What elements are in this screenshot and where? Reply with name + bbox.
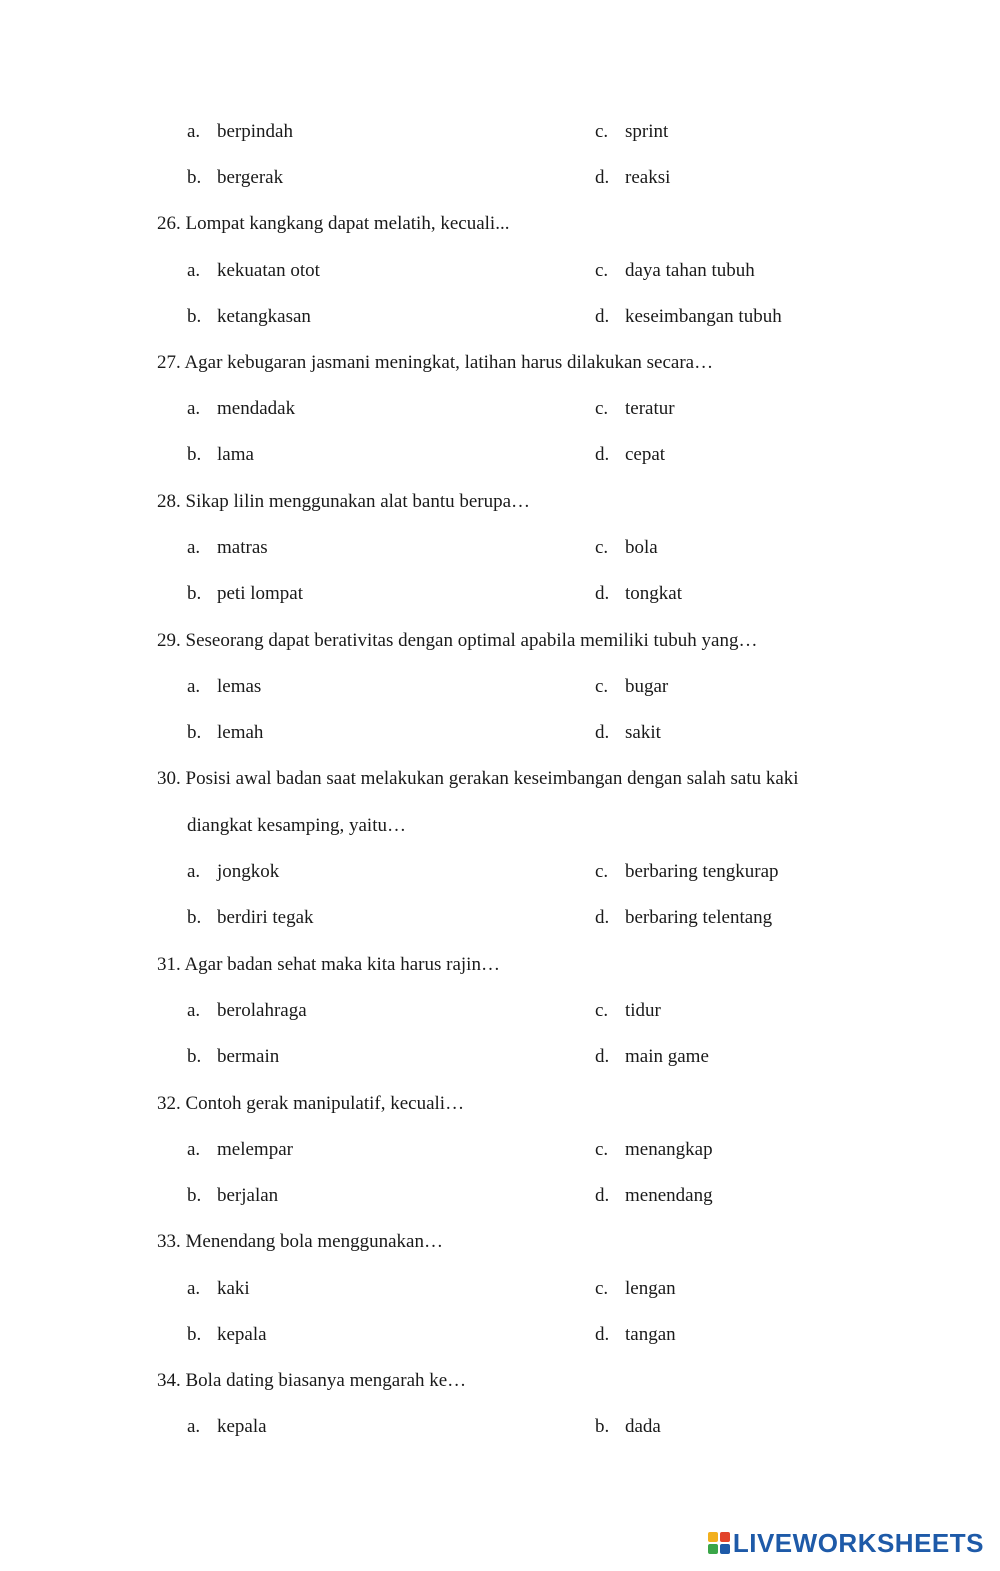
option-text: sprint: [625, 121, 669, 142]
question-number: 29.: [157, 630, 181, 651]
question-text: Menendang bola menggunakan…: [185, 1231, 443, 1252]
option-letter: d.: [595, 907, 610, 928]
question-31: [157, 953, 500, 977]
option-row: [595, 120, 668, 144]
question-number: 26.: [157, 213, 181, 234]
option-letter: a.: [187, 121, 201, 142]
option-text: bermain: [217, 1046, 280, 1067]
option-letter: b.: [187, 583, 202, 604]
option-letter: a.: [187, 1416, 201, 1437]
option-text: tangan: [625, 1324, 676, 1345]
option-row: [187, 1184, 278, 1208]
question-text: Seseorang dapat berativitas dengan optimal apabila memiliki tubuh yang…: [185, 630, 758, 651]
option-text: daya tahan tubuh: [625, 260, 755, 281]
option-letter: d.: [595, 167, 610, 188]
question-text: Bola dating biasanya mengarah ke…: [185, 1370, 467, 1391]
question-33: [157, 1230, 443, 1254]
option-letter: d.: [595, 583, 610, 604]
option-letter: c.: [595, 121, 609, 142]
option-row: [595, 443, 665, 467]
option-letter: b.: [595, 1416, 610, 1437]
question-number: 30.: [157, 768, 181, 789]
question-32: [157, 1092, 464, 1116]
option-row: [187, 536, 268, 560]
option-text: bola: [625, 537, 658, 558]
option-row: [187, 1138, 293, 1162]
option-letter: b.: [187, 1185, 202, 1206]
option-letter: c.: [595, 676, 609, 697]
option-text: berdiri tegak: [217, 907, 314, 928]
option-row: [595, 999, 661, 1023]
option-row: [187, 120, 293, 144]
liveworksheets-watermark: [708, 1527, 984, 1559]
option-text: bergerak: [217, 167, 284, 188]
option-text: teratur: [625, 398, 675, 419]
option-row: [187, 1323, 267, 1347]
option-row: [595, 1277, 676, 1301]
option-letter: c.: [595, 1278, 609, 1299]
question-30: [157, 767, 799, 791]
question-text: Contoh gerak manipulatif, kecuali…: [185, 1093, 465, 1114]
option-row: [187, 1415, 267, 1439]
option-row: [595, 675, 668, 699]
question-number: 32.: [157, 1093, 181, 1114]
question-28: [157, 490, 530, 514]
logo-square: [708, 1532, 718, 1542]
option-text: lemah: [217, 722, 264, 743]
option-text: cepat: [625, 444, 666, 465]
question-number: 31.: [157, 954, 181, 975]
question-text: Posisi awal badan saat melakukan gerakan keseimbangan dengan salah satu kaki: [185, 768, 799, 789]
question-number: 27.: [157, 352, 181, 373]
option-letter: d.: [595, 1185, 610, 1206]
question-text-line2: diangkat kesamping, yaitu…: [187, 815, 406, 836]
option-row: [595, 721, 661, 745]
question-text: Agar kebugaran jasmani meningkat, latihan harus dilakukan secara…: [184, 352, 714, 373]
option-letter: d.: [595, 1324, 610, 1345]
logo-square: [720, 1544, 730, 1554]
option-letter: a.: [187, 398, 201, 419]
option-row: [595, 1138, 713, 1162]
watermark-text: LIVEWORKSHEETS: [732, 1527, 984, 1558]
option-text: kaki: [217, 1278, 250, 1299]
option-letter: b.: [187, 444, 202, 465]
option-text: keseimbangan tubuh: [625, 306, 782, 327]
option-letter: c.: [595, 260, 609, 281]
option-text: tidur: [625, 1000, 661, 1021]
option-text: lama: [217, 444, 254, 465]
option-letter: c.: [595, 1000, 609, 1021]
option-letter: a.: [187, 260, 201, 281]
question-number: 33.: [157, 1231, 181, 1252]
option-letter: d.: [595, 722, 610, 743]
option-letter: c.: [595, 1139, 609, 1160]
option-row: [187, 721, 263, 745]
question-34: [157, 1369, 466, 1393]
option-letter: a.: [187, 1139, 201, 1160]
option-row: [595, 536, 658, 560]
question-number: 34.: [157, 1370, 181, 1391]
option-text: jongkok: [217, 861, 280, 882]
option-letter: c.: [595, 398, 609, 419]
option-row: [595, 906, 772, 930]
option-text: matras: [217, 537, 268, 558]
option-letter: a.: [187, 1278, 201, 1299]
liveworksheets-logo-icon: [708, 1532, 730, 1554]
option-text: bugar: [625, 676, 669, 697]
option-letter: d.: [595, 1046, 610, 1067]
option-text: melempar: [217, 1139, 293, 1160]
question-number: 28.: [157, 491, 181, 512]
question-text: Sikap lilin menggunakan alat bantu berupa…: [185, 491, 531, 512]
option-letter: d.: [595, 306, 610, 327]
option-text: peti lompat: [217, 583, 304, 604]
option-letter: a.: [187, 861, 201, 882]
option-text: berolahraga: [217, 1000, 307, 1021]
option-letter: b.: [187, 1324, 202, 1345]
option-row: [187, 1045, 279, 1069]
option-text: berbaring tengkurap: [625, 861, 779, 882]
option-row: [187, 259, 320, 283]
option-text: ketangkasan: [217, 306, 311, 327]
question-text: Lompat kangkang dapat melatih, kecuali...: [185, 213, 510, 234]
option-row: [595, 305, 782, 329]
option-row: [187, 443, 254, 467]
option-text: sakit: [625, 722, 661, 743]
option-letter: d.: [595, 444, 610, 465]
option-letter: b.: [187, 167, 202, 188]
option-text: mendadak: [217, 398, 296, 419]
option-row: [595, 1045, 709, 1069]
option-text: lemas: [217, 676, 262, 697]
logo-square: [720, 1532, 730, 1542]
option-letter: a.: [187, 537, 201, 558]
option-text: berpindah: [217, 121, 293, 142]
option-text: reaksi: [625, 167, 671, 188]
option-letter: b.: [187, 306, 202, 327]
option-row: [595, 1323, 676, 1347]
question-text: Agar badan sehat maka kita harus rajin…: [184, 954, 500, 975]
option-row: [187, 999, 307, 1023]
question-27: [157, 351, 713, 375]
option-row: [187, 166, 283, 190]
option-letter: c.: [595, 861, 609, 882]
option-letter: b.: [187, 907, 202, 928]
option-row: [595, 259, 755, 283]
option-row: [595, 166, 670, 190]
option-text: lengan: [625, 1278, 676, 1299]
option-row: [595, 860, 779, 884]
option-row: [187, 675, 261, 699]
question-30-continuation: [187, 814, 406, 838]
option-letter: a.: [187, 676, 201, 697]
option-row: [187, 906, 314, 930]
option-row: [595, 397, 675, 421]
question-26: [157, 212, 509, 236]
option-text: menangkap: [625, 1139, 713, 1160]
option-text: menendang: [625, 1185, 713, 1206]
option-text: berbaring telentang: [625, 907, 773, 928]
option-text: dada: [625, 1416, 661, 1437]
logo-square: [708, 1544, 718, 1554]
option-text: berjalan: [217, 1185, 279, 1206]
option-row: [595, 1415, 661, 1439]
option-row: [595, 1184, 713, 1208]
option-text: kepala: [217, 1416, 267, 1437]
option-letter: b.: [187, 722, 202, 743]
option-text: main game: [625, 1046, 709, 1067]
option-text: tongkat: [625, 583, 682, 604]
option-row: [187, 582, 303, 606]
option-row: [187, 860, 279, 884]
option-row: [187, 1277, 250, 1301]
option-row: [187, 305, 311, 329]
option-row: [187, 397, 295, 421]
question-29: [157, 629, 757, 653]
option-row: [595, 582, 682, 606]
option-text: kekuatan otot: [217, 260, 320, 281]
option-text: kepala: [217, 1324, 267, 1345]
option-letter: b.: [187, 1046, 202, 1067]
option-letter: a.: [187, 1000, 201, 1021]
option-letter: c.: [595, 537, 609, 558]
